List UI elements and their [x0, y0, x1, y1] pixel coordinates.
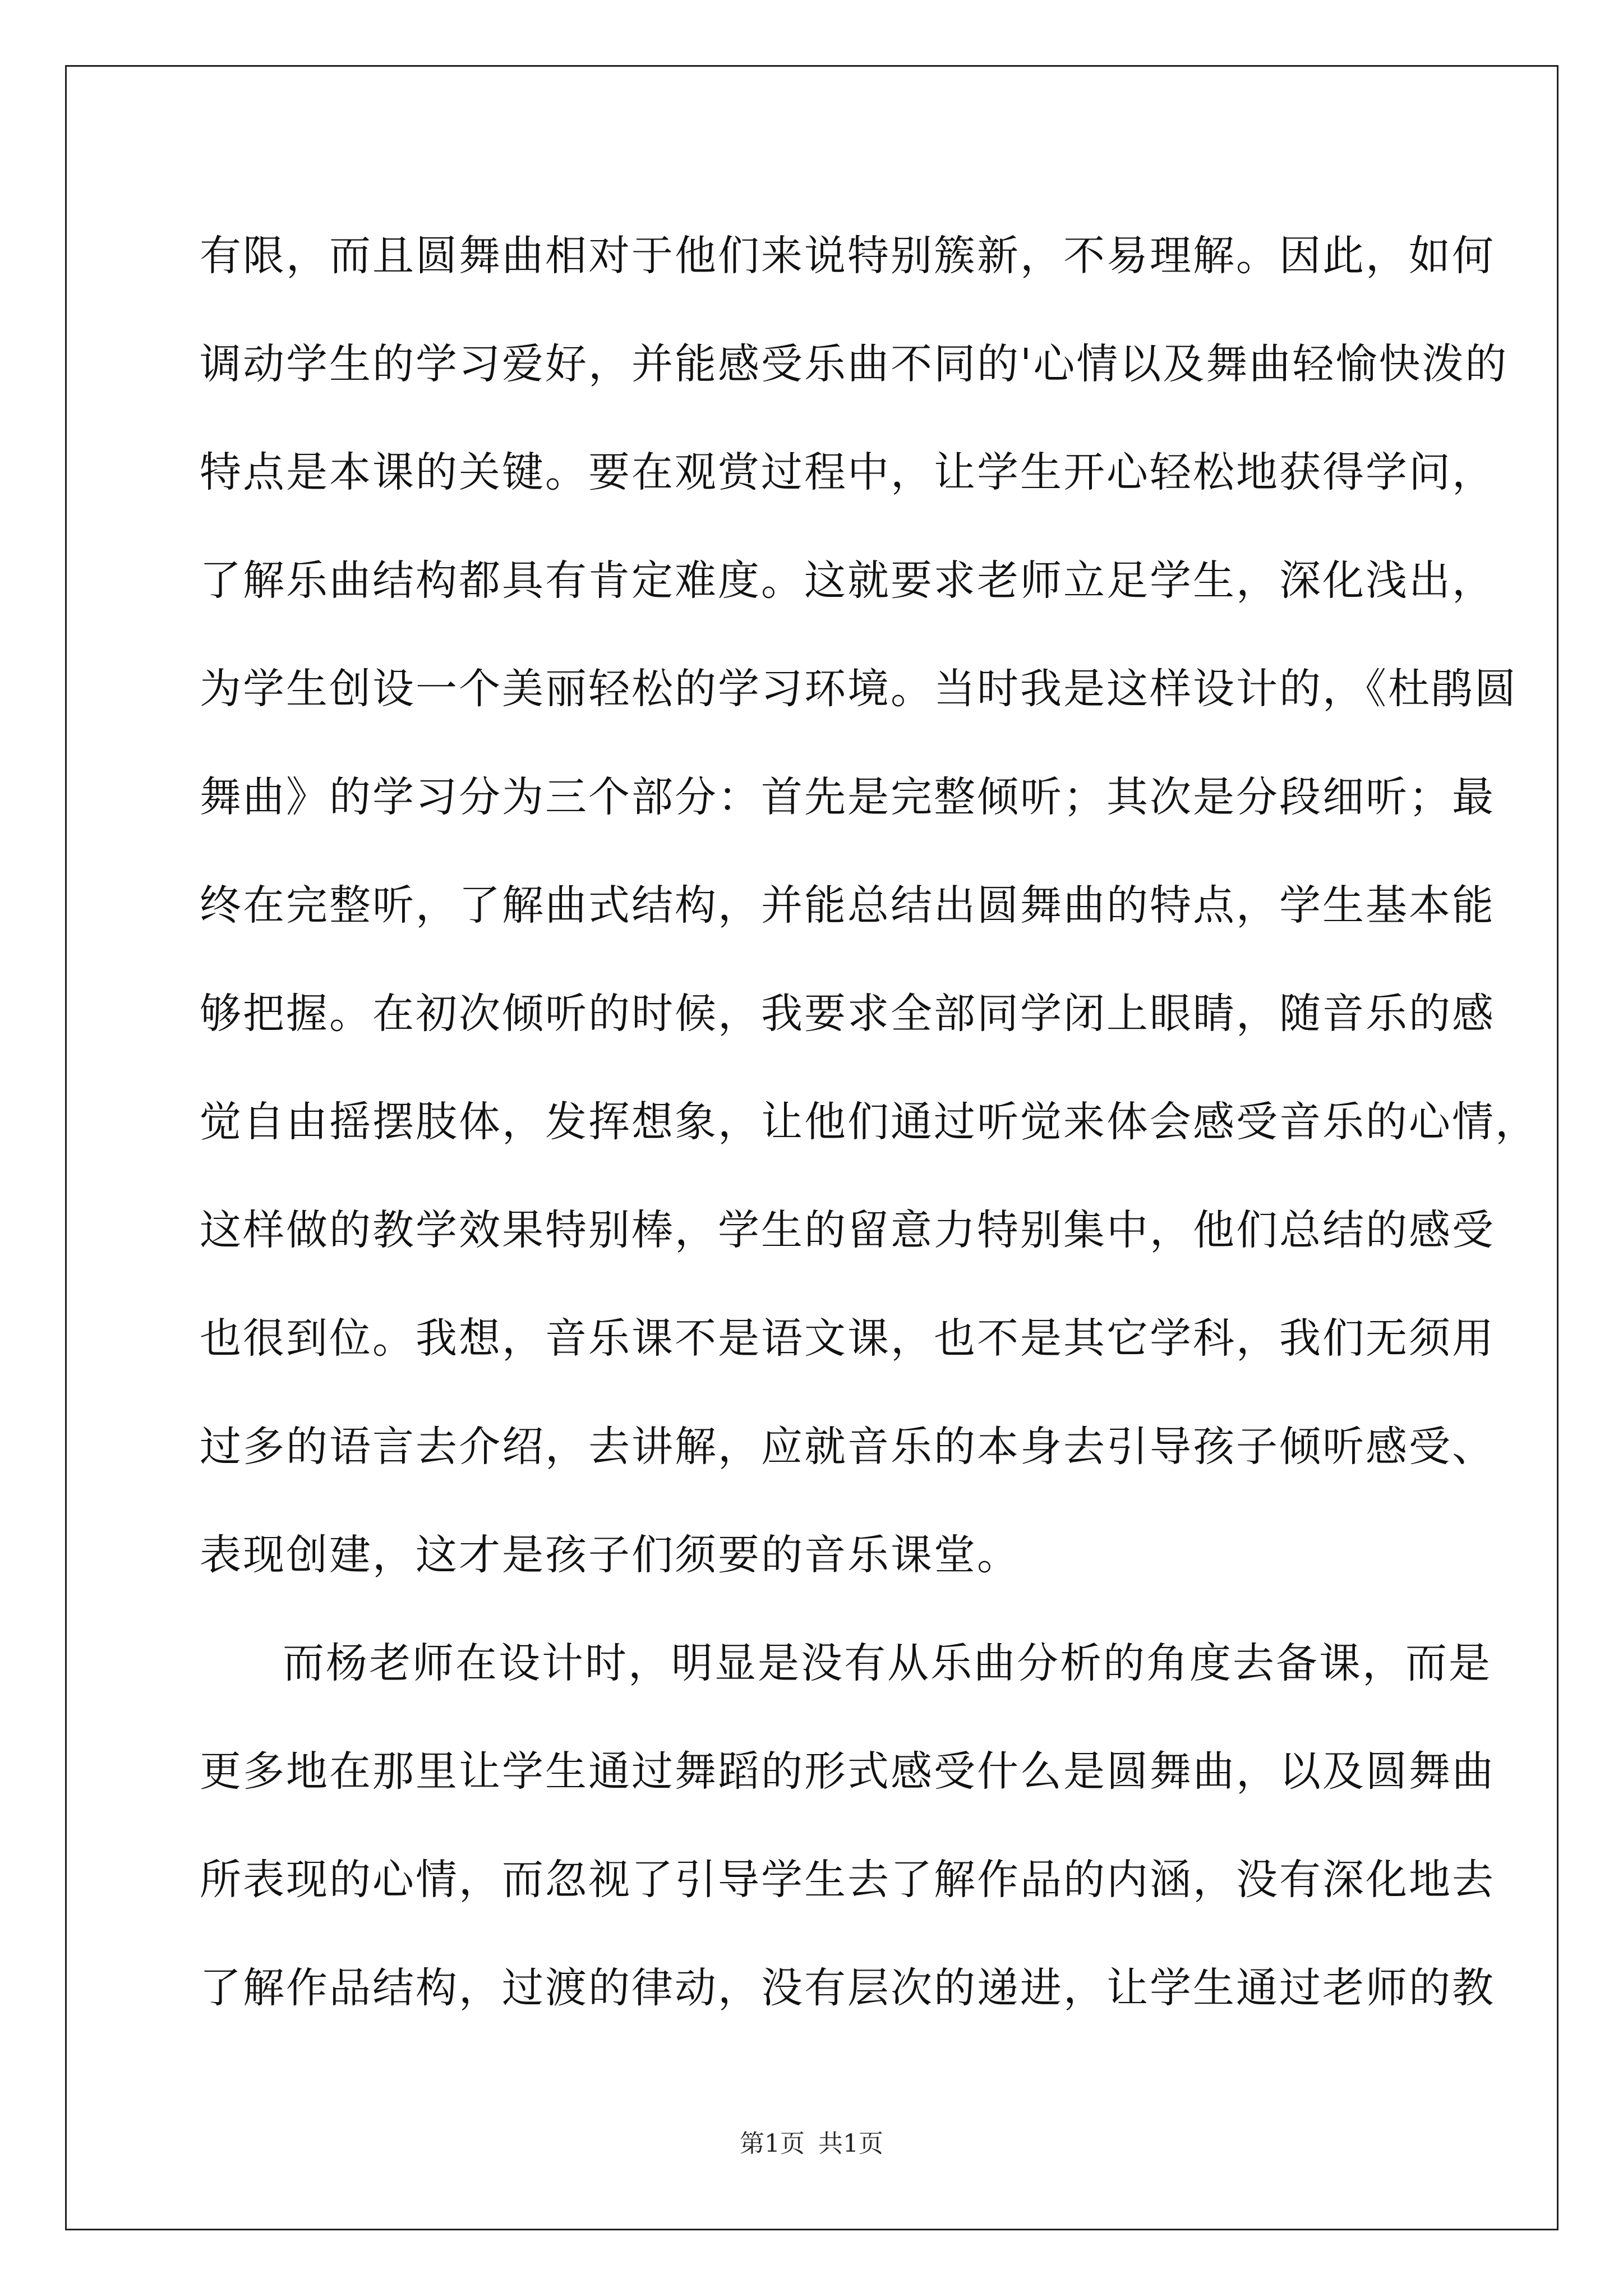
page-total: 共1页	[818, 2129, 883, 2158]
text-line: 也很到位。我想，音乐课不是语文课，也不是其它学科，我们无须用	[200, 1314, 1495, 1363]
text-line: 够把握。在初次倾听的时候，我要求全部同学闭上眼睛，随音乐的感	[200, 990, 1495, 1038]
text-line: 了解作品结构，过渡的律动，没有层次的递进，让学生通过老师的教	[200, 1964, 1495, 2012]
text-line: 过多的语言去介绍，去讲解，应就音乐的本身去引导孩子倾听感受、	[200, 1423, 1495, 1471]
text-line-content: 而杨老师在设计时，明显是没有从乐曲分析的角度去备课，而是	[283, 1639, 1492, 1687]
text-line	[200, 1609, 1492, 1718]
paragraph-2	[200, 1609, 1495, 2042]
document-body	[200, 202, 1538, 2042]
paragraph-1	[200, 202, 1538, 1609]
text-line: 特点是本课的关键。要在观赏过程中，让学生开心轻松地获得学问，	[200, 448, 1495, 496]
text-line: 舞曲》的学习分为三个部分：首先是完整倾听；其次是分段细听；最	[200, 773, 1495, 821]
text-line: 所表现的心情，而忽视了引导学生去了解作品的内涵，没有深化地去	[200, 1856, 1495, 1904]
text-line: 了解乐曲结构都具有肯定难度。这就要求老师立足学生，深化浅出，	[200, 556, 1495, 605]
text-line: 终在完整听，了解曲式结构，并能总结出圆舞曲的特点，学生基本能	[200, 881, 1495, 930]
text-line: 觉自由摇摆肢体，发挥想象，让他们通过听觉来体会感受音乐的心情，	[200, 1098, 1538, 1146]
text-line: 调动学生的学习爱好，并能感受乐曲不同的'心情以及舞曲轻愉快泼的	[200, 340, 1509, 388]
page-footer	[0, 2123, 1623, 2159]
text-line: 更多地在那里让学生通过舞蹈的形式感受什么是圆舞曲，以及圆舞曲	[200, 1747, 1495, 1796]
text-line: 有限，而且圆舞曲相对于他们来说特别簇新，不易理解。因此，如何	[200, 232, 1495, 280]
text-line: 这样做的教学效果特别棒，学生的留意力特别集中，他们总结的感受	[200, 1206, 1495, 1254]
text-line: 表现创建，这才是孩子们须要的音乐课堂。	[200, 1531, 1020, 1579]
text-line: 为学生创设一个美丽轻松的学习环境。当时我是这样设计的，《杜鹃圆	[200, 665, 1518, 713]
page-number: 第1页	[740, 2129, 805, 2158]
